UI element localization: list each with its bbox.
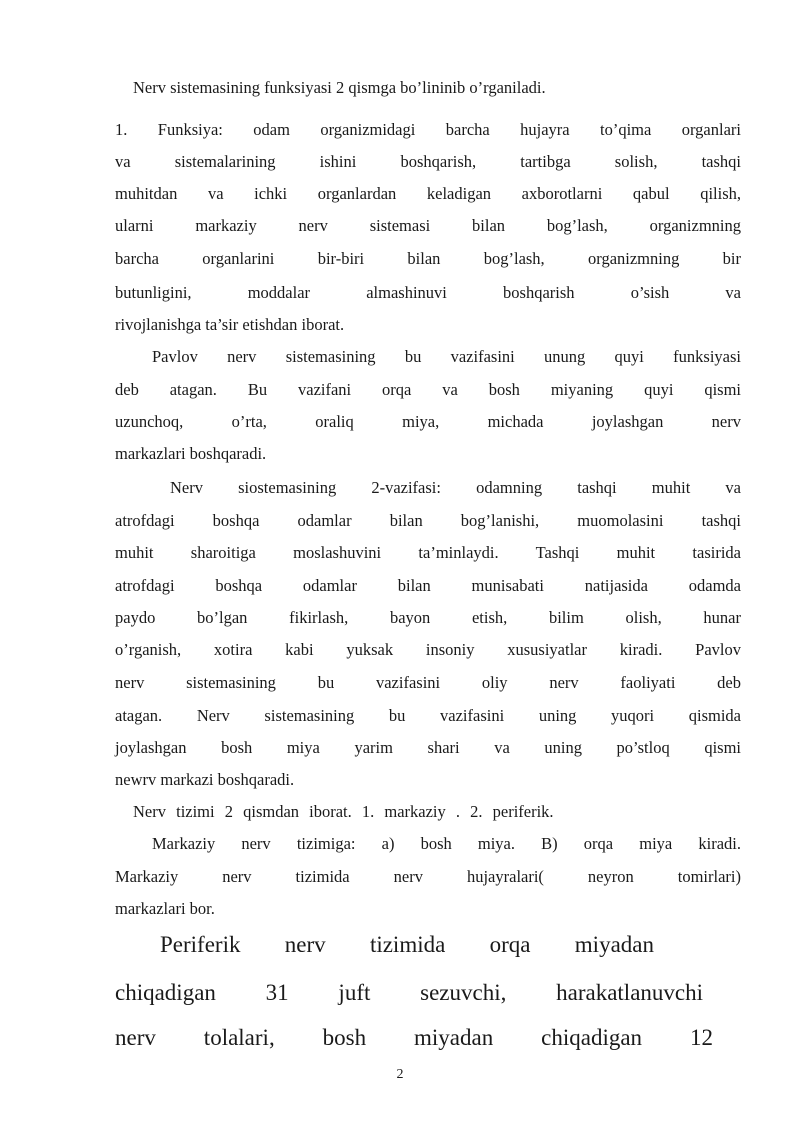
text-line: ularni markaziy nerv sistemasi bilan bog’lash, organizmning [115,216,741,235]
text-line-large: chiqadigan 31 juft sezuvchi, harakatlanuvchi [115,980,703,1005]
text-line-large: Periferik nerv tizimida orqa miyadan [160,932,654,957]
text-line: atrofdagi boshqa odamlar bilan munisabati natijasida odamda [115,576,741,595]
page-number: 2 [396,1067,404,1082]
text-line: nerv sistemasining bu vazifasini oliy nerv faoliyati deb [115,673,741,692]
text-line: 1. Funksiya: odam organizmidagi barcha hujayra to’qima organlari [115,120,741,139]
text-line: muhit sharoitiga moslashuvini ta’minlaydi. Tashqi muhit tasirida [115,543,741,562]
text-line: uzunchoq, o’rta, oraliq miya, michada joylashgan nerv [115,412,741,431]
text-line: newrv markazi boshqaradi. [115,770,295,789]
text-line: Nerv siostemasining 2-vazifasi: odamning tashqi muhit va [170,478,741,497]
text-line: atrofdagi boshqa odamlar bilan bog’lanishi, muomolasini tashqi [115,511,741,530]
text-line: atagan. Nerv sistemasining bu vazifasini uning yuqori qismida [115,706,741,725]
text-line: paydo bo’lgan fikirlash, bayon etish, bilim olish, hunar [115,608,741,627]
text-line: Markaziy nerv tizimida nerv hujayralari( neyron tomirlari) [115,867,741,886]
text-line-large: nerv tolalari, bosh miyadan chiqadigan 12 [115,1025,713,1050]
text-line: barcha organlarini bir-biri bilan bog’lash, organizmning bir [115,249,741,268]
text-line: markazlari bor. [115,899,215,918]
text-line: Markaziy nerv tizimiga: a) bosh miya. B) orqa miya kiradi. [152,834,741,853]
text-line: Nerv tizimi 2 qismdan iborat. 1. markaziy . 2. periferik. [133,802,554,821]
text-line: markazlari boshqaradi. [115,444,267,463]
text-line: va sistemalarining ishini boshqarish, tartibga solish, tashqi [115,152,741,171]
text-line: butunligini, moddalar almashinuvi boshqarish o’sish va [115,283,741,302]
text-line: rivojlanishga ta’sir etishdan iborat. [115,315,345,334]
text-line: joylashgan bosh miya yarim shari va uning po’stloq qismi [115,738,741,757]
text-line: Pavlov nerv sistemasining bu vazifasini unung quyi funksiyasi [152,347,741,366]
text-line: Nerv sistemasining funksiyasi 2 qismga bo’lininib o’rganiladi. [133,78,546,97]
text-line: muhitdan va ichki organlardan keladigan axborotlarni qabul qilish, [115,184,741,203]
text-line: deb atagan. Bu vazifani orqa va bosh miyaning quyi qismi [115,380,741,399]
text-line: o’rganish, xotira kabi yuksak insoniy xususiyatlar kiradi. Pavlov [115,640,741,659]
